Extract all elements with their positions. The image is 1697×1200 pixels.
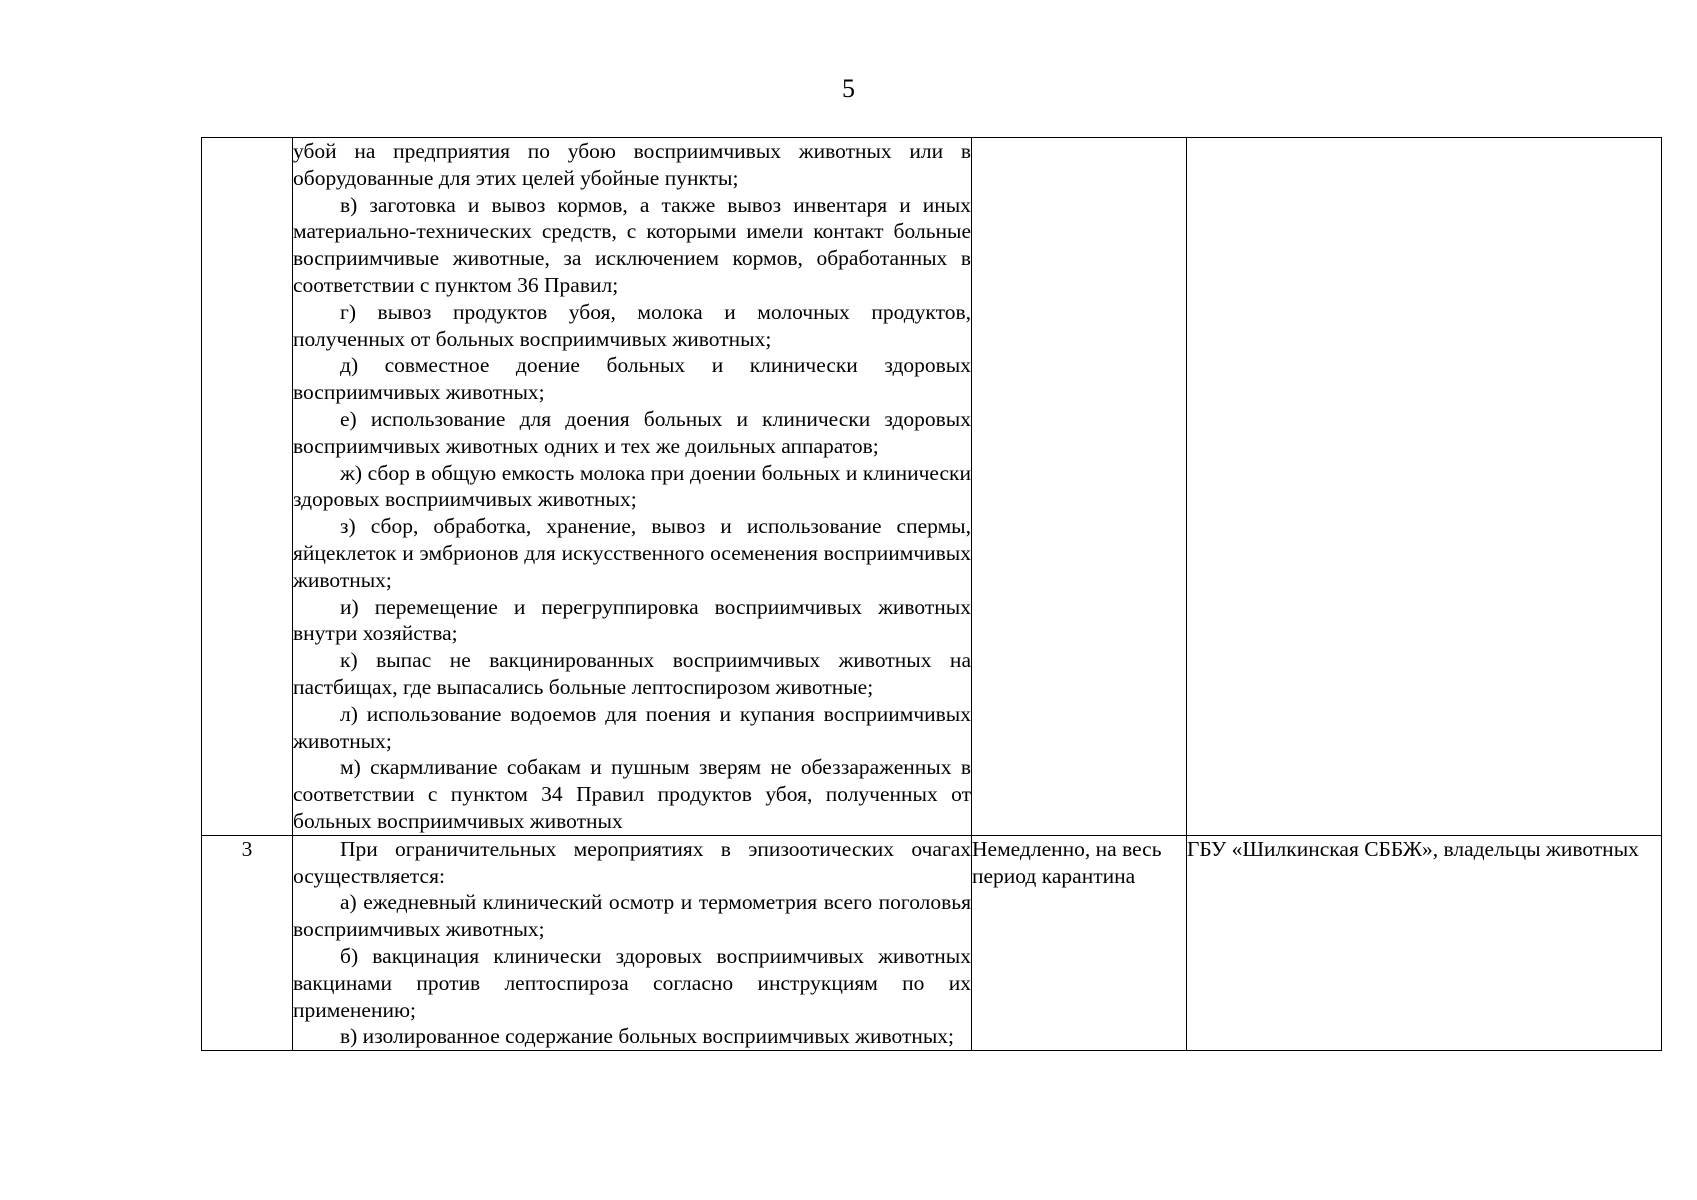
measure-paragraph: ж) сбор в общую емкость молока при доении больных и клинически здоровых восприимчивых животных; <box>293 460 971 512</box>
executor-cell: ГБУ «Шилкинская СББЖ», владельцы животных <box>1187 835 1662 1050</box>
measure-paragraph: и) перемещение и перегруппировка восприимчивых животных внутри хозяйства; <box>293 594 971 646</box>
measure-paragraph: убой на предприятия по убою восприимчивых животных или в оборудованные для этих целей убойные пункты; <box>293 139 971 190</box>
measure-paragraph: в) изолированное содержание больных восприимчивых животных; <box>340 1024 955 1049</box>
measure-paragraph: а) ежедневный клинический осмотр и термометрия всего поголовья восприимчивых животных; <box>293 890 971 942</box>
measure-paragraph: к) выпас не вакцинированных восприимчивых животных на пастбищах, где выпасались больные лептоспирозом животные; <box>293 648 971 699</box>
term-cell <box>972 138 1187 836</box>
row-number-cell: 3 <box>202 835 293 1050</box>
term-cell: Немедленно, на весь период карантина <box>972 835 1187 1050</box>
measure-paragraph: б) вакцинация клинически здоровых восприимчивых животных вакцинами против лептоспироза согласно инструкциям по их применению; <box>293 943 971 1022</box>
measure-paragraph: л) использование водоемов для поения и купания восприимчивых животных; <box>293 701 971 753</box>
measure-paragraph: м) скармливание собакам и пушным зверям не обеззараженных в соответствии с пунктом 34 Правил продуктов убоя, полученных от больных восприимчивых животных <box>293 755 971 833</box>
table-row <box>202 138 1662 836</box>
measure-paragraph: з) сбор, обработка, хранение, вывоз и использование спермы, яйцеклеток и эмбрионов для искусственного осеменения восприимчивых животных; <box>293 514 971 592</box>
page-number: 5 <box>842 74 855 103</box>
measure-text-cell <box>293 138 972 836</box>
measure-paragraph: г) вывоз продуктов убоя, молока и молочных продуктов, полученных от больных восприимчивых животных; <box>293 299 971 351</box>
measures-table <box>201 137 1662 1051</box>
measure-paragraph: д) совместное доение больных и клинически здоровых восприимчивых животных; <box>293 353 971 405</box>
measure-paragraph: е) использование для доения больных и клинически здоровых восприимчивых животных одних и тех же доильных аппаратов; <box>293 406 971 458</box>
measure-paragraph: При ограничительных мероприятиях в эпизоотических очагах осуществляется: <box>293 836 971 888</box>
measure-text-cell <box>293 835 972 1050</box>
executor-cell <box>1187 138 1662 836</box>
table-row <box>202 835 1662 1050</box>
row-number-cell <box>202 138 293 836</box>
measure-paragraph: в) заготовка и вывоз кормов, а также вывоз инвентаря и иных материально-технических средств, с которыми имели контакт больные восприимчивые животные, за исключением кормов, обработанных в соответствии с пунктом 36 Правил; <box>293 192 971 297</box>
